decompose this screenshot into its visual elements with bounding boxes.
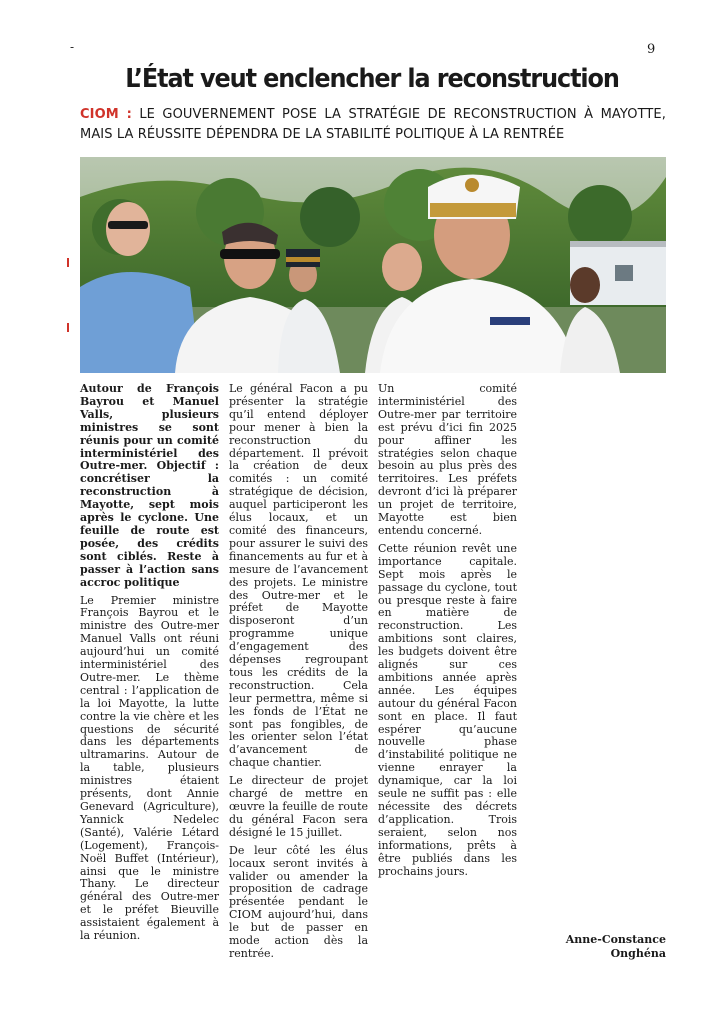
article-paragraph: Cette réunion revêt une importance capitale. Sept mois après le passage du cyclone, tout ou presque reste à faire en matière de reconstruction. Les ambitions sont claires, les budgets doivent être alignés sur ces ambitions année après année. Les équipes autour du général Facon sont en place. Il faut espérer qu’aucune nouvelle phase d’instabilité politique ne vienne enrayer la dynamique, car la loi seule ne suffit pas : elle nécessite des décrets d’application. Trois seraient, selon nos informations, prêts à être publiés dans les prochains jours. <box>378 541 517 878</box>
article-paragraph: Le directeur de projet chargé de mettre en œuvre la feuille de route du général Facon sera désigné le 15 juillet. <box>229 774 368 839</box>
article-body <box>80 383 666 963</box>
deck-kicker: CIOM : <box>80 107 132 122</box>
margin-mark <box>67 323 69 332</box>
deck <box>80 105 666 145</box>
article-paragraph: Le Premier ministre François Bayrou et le ministre des Outre-mer Manuel Valls ont réuni aujourd’hui un comité interministériel des Outre-mer. Le thème central : l’application de la loi Mayotte, la lutte contre la vie chère et les questions de sécurité dans les départements ultramarins. Autour de la table, plusieurs ministres étaient présents, dont Annie Genevard (Agriculture), Yannick Nedelec (Santé), Valérie Létard (Logement), François-Noël Buffet (Intérieur), ainsi que le ministre Thany. Le directeur général des Outre-mer et le préfet Bieuville assistaient également à la réunion. <box>80 593 219 943</box>
article-paragraph: Un comité interministériel des Outre-mer par territoire est prévu d’ici fin 2025 pour affiner les stratégies selon chaque besoin au plus près des territoires. Les préfets devront d’ici là préparer un projet de territoire, Mayotte est bien entendu concerné. <box>378 382 517 537</box>
photo-illustration <box>80 157 666 373</box>
author-name-line1: Anne-Constance <box>565 933 666 946</box>
author-signature <box>566 933 666 961</box>
page-dash: - <box>70 40 75 54</box>
article-paragraph: Le général Facon a pu présenter la stratégie qu’il entend déployer pour mener à bien la reconstruction du département. Il prévoit la création de deux comités : un comité stratégique de décision, auquel participeront les élus locaux, et un comité des financeurs, pour assurer le suivi des financements au fur et à mesure de l’avancement des projets. Le ministre des Outre-mer et le préfet de Mayotte disposeront d’un programme unique d’engagement des dépenses regroupant tous les crédits de la reconstruction. Cela leur permettra, même si les fonds de l’État ne sont pas fongibles, de les orienter selon l’état d’avancement de chaque chantier. <box>229 382 368 770</box>
author-name-line2: Onghéna <box>610 947 666 960</box>
page-number: 9 <box>647 42 656 57</box>
article-photo <box>80 157 666 373</box>
article-lead: Autour de François Bayrou et Manuel Valls, plusieurs ministres se sont réunis pour un comité interministériel des Outre-mer. Objectif : concrétiser la reconstruction à Mayotte, sept mois après le cyclone. Une feuille de route est posée, des crédits sont ciblés. Reste à passer à l’action sans accroc politique <box>80 382 219 589</box>
deck-text: LE GOUVERNEMENT POSE LA STRATÉGIE DE RECONSTRUCTION À MAYOTTE, MAIS LA RÉUSSITE DÉPENDRA DE LA STABILITÉ POLITIQUE À LA RENTRÉE <box>80 107 666 142</box>
headline: L’État veut enclencher la reconstruction <box>125 64 619 94</box>
article-paragraph: De leur côté les élus locaux seront invités à valider ou amender la proposition de cadrage présentée pendant le CIOM aujourd’hui, dans le but de passer en mode action dès la rentrée. <box>229 843 368 960</box>
margin-mark <box>67 258 69 267</box>
